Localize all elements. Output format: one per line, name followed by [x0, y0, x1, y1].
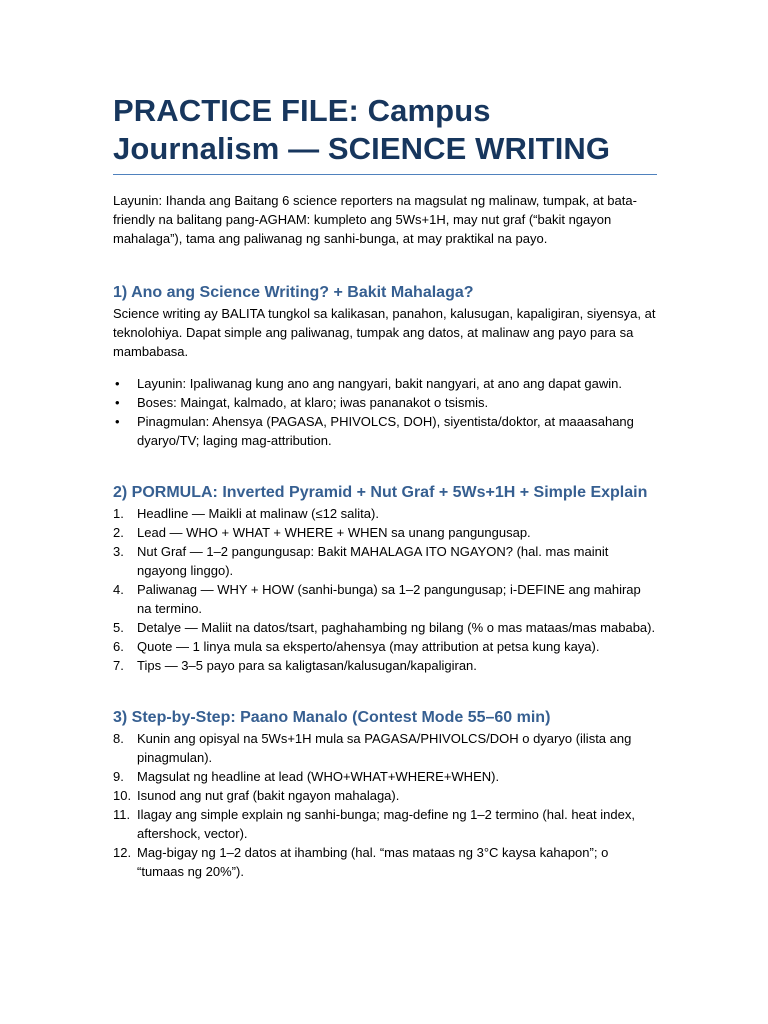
- list-number: 5.: [113, 620, 124, 635]
- list-item: [113, 786, 657, 805]
- section-2: [113, 481, 657, 675]
- list-item-text: Lead — WHO + WHAT + WHERE + WHEN sa unang pangungusap.: [137, 525, 531, 540]
- list-item-text: Isunod ang nut graf (bakit ngayon mahalaga).: [137, 788, 400, 803]
- list-number: 10.: [113, 788, 132, 803]
- intro-paragraph: Layunin: Ihanda ang Baitang 6 science reporters na magsulat ng malinaw, tumpak, at bata-friendly na balitang pang-AGHAM: kumpleto ang 5Ws+1H, may nut graf (“bakit ngayon mahalaga”), tama ang paliwanag ng sanhi-bunga, at may praktikal na payo.: [113, 193, 637, 246]
- list-item: [113, 729, 657, 767]
- list-number: 4.: [113, 582, 124, 597]
- bullet-item: [113, 374, 657, 393]
- section-1-paragraph: Science writing ay BALITA tungkol sa kalikasan, panahon, kalusugan, kapaligiran, siyensya, at teknolohiya. Dapat simple ang paliwanag, tumpak ang datos, at malinaw ang payo para sa mambabasa.: [113, 306, 656, 359]
- list-item: [113, 767, 657, 786]
- document-title: PRACTICE FILE: Campus Journalism — SCIENCE WRITING: [113, 92, 657, 175]
- list-item-text: Headline — Maikli at malinaw (≤12 salita).: [137, 506, 379, 521]
- list-item: [113, 843, 657, 881]
- list-number: 8.: [113, 731, 124, 746]
- list-number: 12.: [113, 845, 132, 860]
- section-3-numbered-list: [113, 729, 657, 881]
- section-2-numbered-list: [113, 504, 657, 675]
- list-number: 6.: [113, 639, 124, 654]
- list-item-text: Nut Graf — 1–2 pangungusap: Bakit MAHALAGA ITO NGAYON? (hal. mas mainit ngayong linggo).: [137, 544, 609, 578]
- bullet-glyph: •: [115, 395, 120, 410]
- bullet-item: [113, 412, 657, 450]
- list-item: [113, 637, 657, 656]
- list-item: [113, 618, 657, 637]
- bullet-glyph: •: [115, 414, 120, 429]
- list-number: 11.: [113, 807, 131, 822]
- list-item: [113, 523, 657, 542]
- list-number: 7.: [113, 658, 124, 673]
- list-item-text: Mag-bigay ng 1–2 datos at ihambing (hal. “mas mataas ng 3°C kaysa kahapon”; o “tumaas ng 20%”).: [137, 845, 609, 879]
- list-item-text: Detalye — Maliit na datos/tsart, paghahambing ng bilang (% o mas mataas/mas mababa).: [137, 620, 656, 635]
- bullet-glyph: •: [115, 376, 120, 391]
- list-item: [113, 542, 657, 580]
- bullet-text: Layunin: Ipaliwanag kung ano ang nangyari, bakit nangyari, at ano ang dapat gawin.: [137, 376, 622, 391]
- list-item-text: Ilagay ang simple explain ng sanhi-bunga; mag-define ng 1–2 termino (hal. heat index, aftershock, vector).: [137, 807, 635, 841]
- section-3-heading: 3) Step-by-Step: Paano Manalo (Contest Mode 55–60 min): [113, 709, 551, 726]
- list-item-text: Quote — 1 linya mula sa eksperto/ahensya (may attribution at petsa kung kaya).: [137, 639, 600, 654]
- list-number: 3.: [113, 544, 124, 559]
- document-page: [113, 92, 657, 881]
- list-item: [113, 504, 657, 523]
- bullet-text: Boses: Maingat, kalmado, at klaro; iwas pananakot o tsismis.: [137, 395, 489, 410]
- list-number: 2.: [113, 525, 124, 540]
- section-2-heading: 2) PORMULA: Inverted Pyramid + Nut Graf + 5Ws+1H + Simple Explain: [113, 484, 648, 501]
- section-1-bullet-list: [113, 374, 657, 450]
- list-item: [113, 580, 657, 618]
- bullet-item: [113, 393, 657, 412]
- section-1: [113, 281, 657, 450]
- list-number: 9.: [113, 769, 124, 784]
- list-item: [113, 805, 657, 843]
- list-item-text: Paliwanag — WHY + HOW (sanhi-bunga) sa 1–2 pangungusap; i-DEFINE ang mahirap na termino.: [137, 582, 641, 616]
- section-1-heading: 1) Ano ang Science Writing? + Bakit Mahalaga?: [113, 284, 474, 301]
- list-item-text: Tips — 3–5 payo para sa kaligtasan/kalusugan/kapaligiran.: [137, 658, 477, 673]
- list-item-text: Kunin ang opisyal na 5Ws+1H mula sa PAGASA/PHIVOLCS/DOH o dyaryo (ilista ang pinagmulan).: [137, 731, 632, 765]
- list-item: [113, 656, 657, 675]
- bullet-text: Pinagmulan: Ahensya (PAGASA, PHIVOLCS, DOH), siyentista/doktor, at maaasahang dyaryo/TV; laging mag-attribution.: [137, 414, 634, 448]
- section-3: [113, 706, 657, 881]
- list-number: 1.: [113, 506, 124, 521]
- list-item-text: Magsulat ng headline at lead (WHO+WHAT+WHERE+WHEN).: [137, 769, 500, 784]
